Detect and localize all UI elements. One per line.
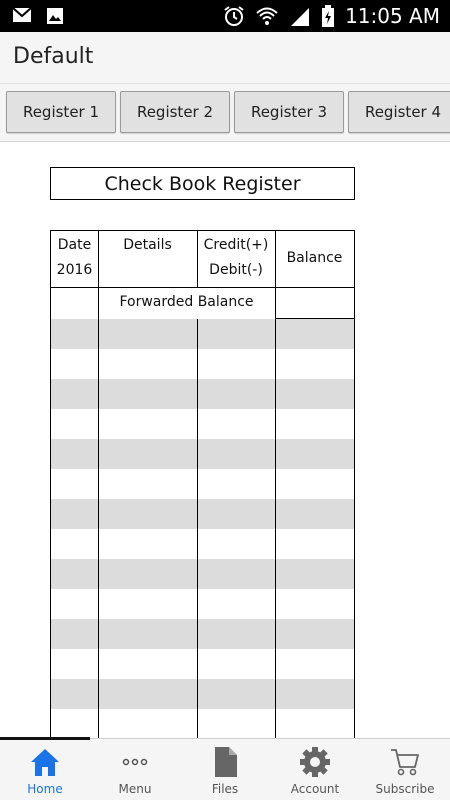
nav-account-label: Account bbox=[290, 782, 340, 796]
wifi-icon bbox=[255, 6, 279, 26]
alarm-icon bbox=[223, 5, 245, 27]
table-row-shaded bbox=[51, 619, 354, 649]
nav-account[interactable] bbox=[270, 739, 360, 800]
forwarded-balance-label: Forwarded Balance bbox=[119, 294, 254, 310]
table-row-shaded bbox=[51, 559, 354, 589]
signal-icon bbox=[289, 6, 311, 26]
image-icon bbox=[46, 7, 64, 25]
column-details: Details bbox=[123, 237, 172, 253]
table-row-shaded bbox=[51, 499, 354, 529]
column-divider bbox=[197, 319, 198, 740]
balance-divider bbox=[275, 318, 354, 319]
table-row-shaded bbox=[51, 679, 354, 709]
gear-icon bbox=[300, 747, 330, 777]
cart-icon bbox=[390, 747, 420, 777]
table-row-shaded bbox=[51, 439, 354, 469]
column-debit: Debit(-) bbox=[209, 262, 263, 278]
tab-register-4[interactable]: Register 4 bbox=[348, 91, 450, 133]
register-title: Check Book Register bbox=[50, 167, 355, 200]
status-bar bbox=[0, 0, 450, 32]
table-row-shaded bbox=[51, 319, 354, 349]
nav-files-label: Files bbox=[211, 782, 239, 796]
battery-icon bbox=[321, 5, 335, 27]
nav-subscribe-label: Subscribe bbox=[375, 782, 435, 796]
app-bar bbox=[0, 32, 450, 84]
more-dots-icon bbox=[120, 747, 150, 777]
column-credit: Credit(+) bbox=[203, 237, 269, 253]
column-balance: Balance bbox=[286, 250, 343, 266]
bottom-nav bbox=[0, 738, 450, 800]
register-tabs bbox=[0, 84, 450, 142]
nav-files[interactable] bbox=[180, 739, 270, 800]
page-title: Default bbox=[13, 44, 94, 69]
tab-register-1[interactable]: Register 1 bbox=[6, 91, 116, 133]
nav-menu[interactable] bbox=[90, 739, 180, 800]
home-icon bbox=[30, 747, 60, 777]
nav-subscribe[interactable] bbox=[360, 739, 450, 800]
column-date: Date bbox=[57, 237, 92, 253]
nav-home-label: Home bbox=[27, 782, 63, 796]
file-icon bbox=[210, 747, 240, 777]
nav-home[interactable] bbox=[0, 739, 90, 800]
column-year: 2016 bbox=[56, 262, 93, 278]
status-time: 11:05 AM bbox=[345, 4, 440, 28]
mail-icon bbox=[12, 7, 32, 23]
nav-menu-label: Menu bbox=[118, 782, 152, 796]
register-table bbox=[50, 230, 355, 740]
tab-register-2[interactable]: Register 2 bbox=[120, 91, 230, 133]
table-row-shaded bbox=[51, 379, 354, 409]
forwarded-balance-input[interactable] bbox=[276, 288, 354, 318]
tab-register-3[interactable]: Register 3 bbox=[234, 91, 344, 133]
